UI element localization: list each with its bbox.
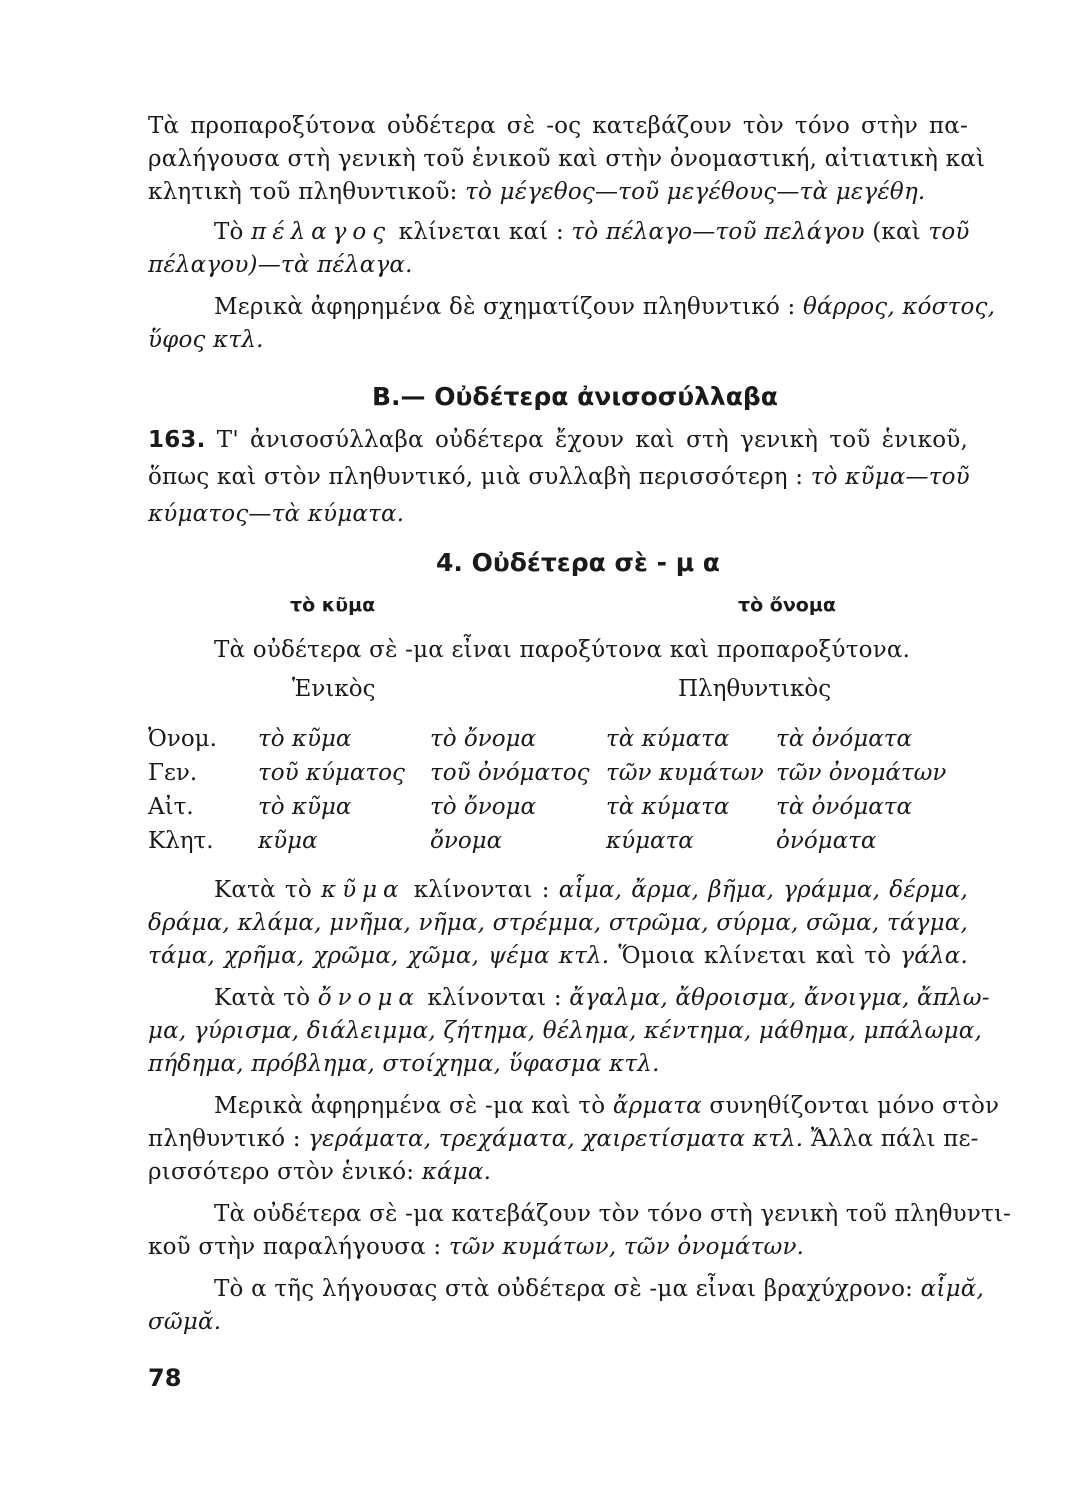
para2-line2: πέλαγου)—τὰ πέλαγα. — [148, 252, 413, 278]
table-cell-case: Γεν. — [148, 760, 198, 786]
para-kyma-line2: δράμα, κλάμα, μνῆμα, νῆμα, στρέμμα, στρῶμα, σύρμα, σῶμα, τάγμα, — [148, 910, 968, 936]
para1-line1: Τὰ προπαροξύτονα οὐδέτερα σὲ -ος κατεβάζουν τὸν τόνο στὴν πα- — [148, 113, 968, 139]
table-cell-p2: ὀνόματα — [776, 828, 877, 854]
table-cell-p1: τῶν κυμάτων — [606, 760, 764, 786]
page-number: 78 — [148, 1364, 182, 1392]
para163-line3: κύματος—τὰ κύματα. — [148, 501, 405, 527]
para-short-line2: σῶμᾰ. — [148, 1309, 222, 1335]
table-cell-p1: τὰ κύματα — [606, 726, 730, 752]
table-cell-p2: τὰ ὀνόματα — [776, 794, 912, 820]
section-b-heading: Β.— Οὐδέτερα ἀνισοσύλλαβα — [372, 382, 778, 411]
table-cell-s2: τὸ ὄνομα — [430, 794, 537, 820]
para-onoma-line1: Κατὰ τὸ ὄνομα κλίνονται : ἄγαλμα, ἄθροισμα, ἄνοιγμα, ἄπλω- — [214, 985, 990, 1011]
table-cell-p2: τῶν ὀνομάτων — [776, 760, 947, 786]
table-cell-s1: κῦμα — [258, 828, 318, 854]
table-cell-s1: τὸ κῦμα — [258, 794, 352, 820]
para-abstract-line1: Μερικὰ ἀφηρημένα σὲ -μα καὶ τὸ ἄρματα συνηθίζονται μόνο στὸν — [214, 1093, 1000, 1119]
table-cell-case: Ὀνομ. — [148, 726, 217, 752]
para163-line1: 163. Τ' ἀνισοσύλλαβα οὐδέτερα ἔχουν καὶ στὴ γενικὴ τοῦ ἑνικοῦ, — [148, 427, 968, 453]
para-abstract-line2: πληθυντικό : γεράματα, τρεχάματα, χαιρετίσματα κτλ. Ἄλλα πάλι πε- — [148, 1126, 979, 1152]
example-kyma: τὸ κῦμα — [290, 594, 376, 616]
para-accent-line2: κοῦ στὴν παραλήγουσα : τῶν κυμάτων, τῶν ὀνομάτων. — [148, 1234, 805, 1260]
table-cell-case: Κλητ. — [148, 828, 214, 854]
table-cell-p1: κύματα — [606, 828, 694, 854]
para1-line2: ραλήγουσα στὴ γενικὴ τοῦ ἑνικοῦ καὶ στὴν ὀνομαστική, αἰτιατικὴ καὶ — [148, 146, 986, 172]
subsection-4-heading: 4. Οὐδέτερα σὲ - μ α — [436, 548, 720, 577]
para163-line2: ὅπως καὶ στὸν πληθυντικό, μιὰ συλλαβὴ περισσότερη : τὸ κῦμα—τοῦ — [148, 464, 970, 490]
table-cell-s2: τοῦ ὀνόματος — [430, 760, 590, 786]
example-onoma: τὸ ὄνομα — [738, 594, 836, 616]
table-cell-p2: τὰ ὀνόματα — [776, 726, 912, 752]
para-ma-intro: Τὰ οὐδέτερα σὲ -μα εἶναι παροξύτονα καὶ προπαροξύτονα. — [214, 637, 911, 663]
table-cell-s2: τὸ ὄνομα — [430, 726, 537, 752]
para-abstract-line3: ρισσότερο στὸν ἑνικό: κάμα. — [148, 1159, 492, 1185]
table-cell-case: Αἰτ. — [148, 794, 194, 820]
table-cell-s2: ὄνομα — [430, 828, 503, 854]
para-accent-line1: Τὰ οὐδέτερα σὲ -μα κατεβάζουν τὸν τόνο στὴ γενικὴ τοῦ πληθυντι- — [214, 1201, 1012, 1227]
para3-line1: Μερικὰ ἀφηρημένα δὲ σχηματίζουν πληθυντικό : θάρρος, κόστος, — [214, 294, 996, 320]
table-head-singular: Ἑνικὸς — [292, 676, 376, 702]
para-short-line1: Τὸ α τῆς λήγουσας στὰ οὐδέτερα σὲ -μα εἶναι βραχύχρονο: αἷμᾰ, — [214, 1276, 984, 1302]
para3-line2: ὕφος κτλ. — [148, 327, 264, 353]
para-onoma-line2: μα, γύρισμα, διάλειμμα, ζήτημα, θέλημα, κέντημα, μάθημα, μπάλωμα, — [148, 1018, 982, 1044]
para-onoma-line3: πήδημα, πρόβλημα, στοίχημα, ὕφασμα κτλ. — [148, 1051, 660, 1077]
para2-line1: Τὸ πέλαγος κλίνεται καί : τὸ πέλαγο—τοῦ πελάγου (καὶ τοῦ — [214, 219, 970, 245]
table-head-plural: Πληθυντικὸς — [678, 676, 832, 702]
para-kyma-line1: Κατὰ τὸ κῦμα κλίνονται : αἷμα, ἄρμα, βῆμα, γράμμα, δέρμα, — [214, 877, 968, 903]
para-kyma-line3: τάμα, χρῆμα, χρῶμα, χῶμα, ψέμα κτλ. Ὅμοια κλίνεται καὶ τὸ γάλα. — [148, 943, 968, 969]
table-cell-p1: τὰ κύματα — [606, 794, 730, 820]
para1-line3: κλητικὴ τοῦ πληθυντικοῦ: τὸ μέγεθος—τοῦ μεγέθους—τὰ μεγέθη. — [148, 179, 926, 205]
table-cell-s1: τὸ κῦμα — [258, 726, 352, 752]
table-cell-s1: τοῦ κύματος — [258, 760, 405, 786]
